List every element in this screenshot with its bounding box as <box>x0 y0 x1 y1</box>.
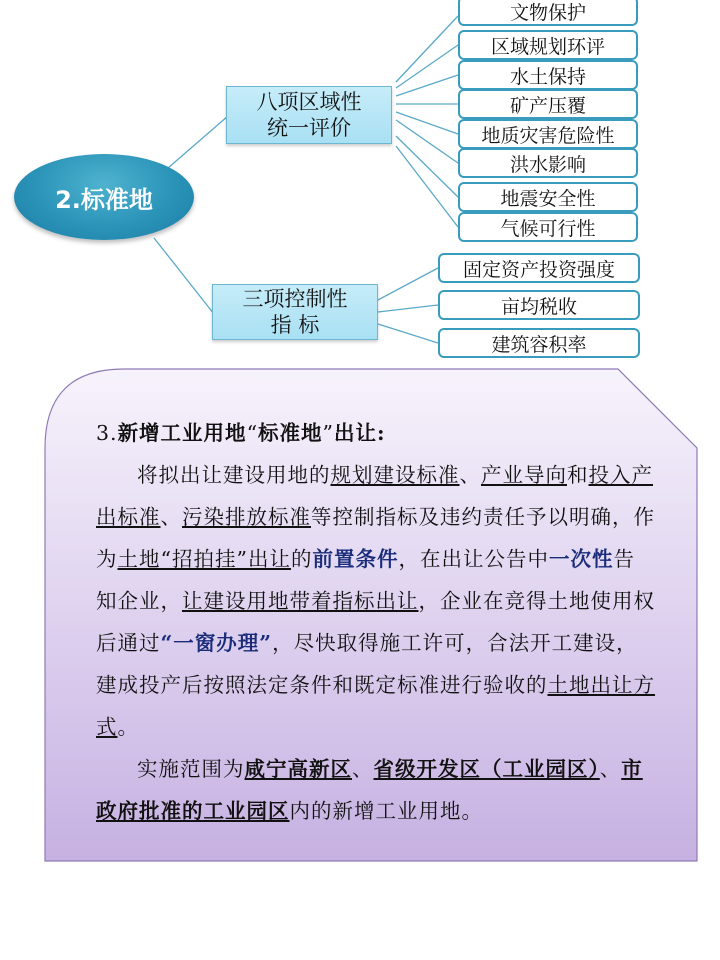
leaf-climate-feasibility: 气候可行性 <box>458 212 638 242</box>
paragraph-definition: 将拟出让建设用地的规划建设标准、产业导向和投入产出标准、污染排放标准等控制指标及违约责任予以明确，作为土地“招拍挂”出让的前置条件，在出让公告中一次性告知企业，让建设用地带着指标出让，企业在竞得土地使用权后通过“一窗办理”，尽快取得施工许可，合法开工建设，建成投产后按照法定条件和既定标准进行验收的土地出让方式。 <box>96 463 655 739</box>
leaf-geological-hazard: 地质灾害危险性 <box>458 119 638 149</box>
root-node: 2.标准地 <box>14 154 194 240</box>
leaf-soil-water: 水土保持 <box>458 60 638 90</box>
leaf-regional-planning-eia: 区域规划环评 <box>458 30 638 60</box>
leaf-cultural-relics: 文物保护 <box>458 0 638 26</box>
leaf-tax-per-mu: 亩均税收 <box>438 290 640 320</box>
panel-title: 3.新增工业用地“标准地”出让: <box>96 421 386 445</box>
leaf-plot-ratio: 建筑容积率 <box>438 328 640 358</box>
leaf-fixed-asset-investment: 固定资产投资强度 <box>438 253 640 283</box>
leaf-mineral-overlay: 矿产压覆 <box>458 89 638 119</box>
branch-node-control-indicators <box>212 284 378 340</box>
branch-label: 八项区域性统一评价 <box>256 90 362 140</box>
paragraph-scope: 实施范围为咸宁高新区、省级开发区（工业园区）、市政府批准的工业园区内的新增工业用地。 <box>96 757 643 823</box>
branch-label: 三项控制性指 标 <box>242 287 348 337</box>
panel-text <box>96 412 656 832</box>
branch-node-regional-evaluation <box>226 86 392 144</box>
leaf-seismic-safety: 地震安全性 <box>458 182 638 212</box>
leaf-flood-impact: 洪水影响 <box>458 148 638 178</box>
